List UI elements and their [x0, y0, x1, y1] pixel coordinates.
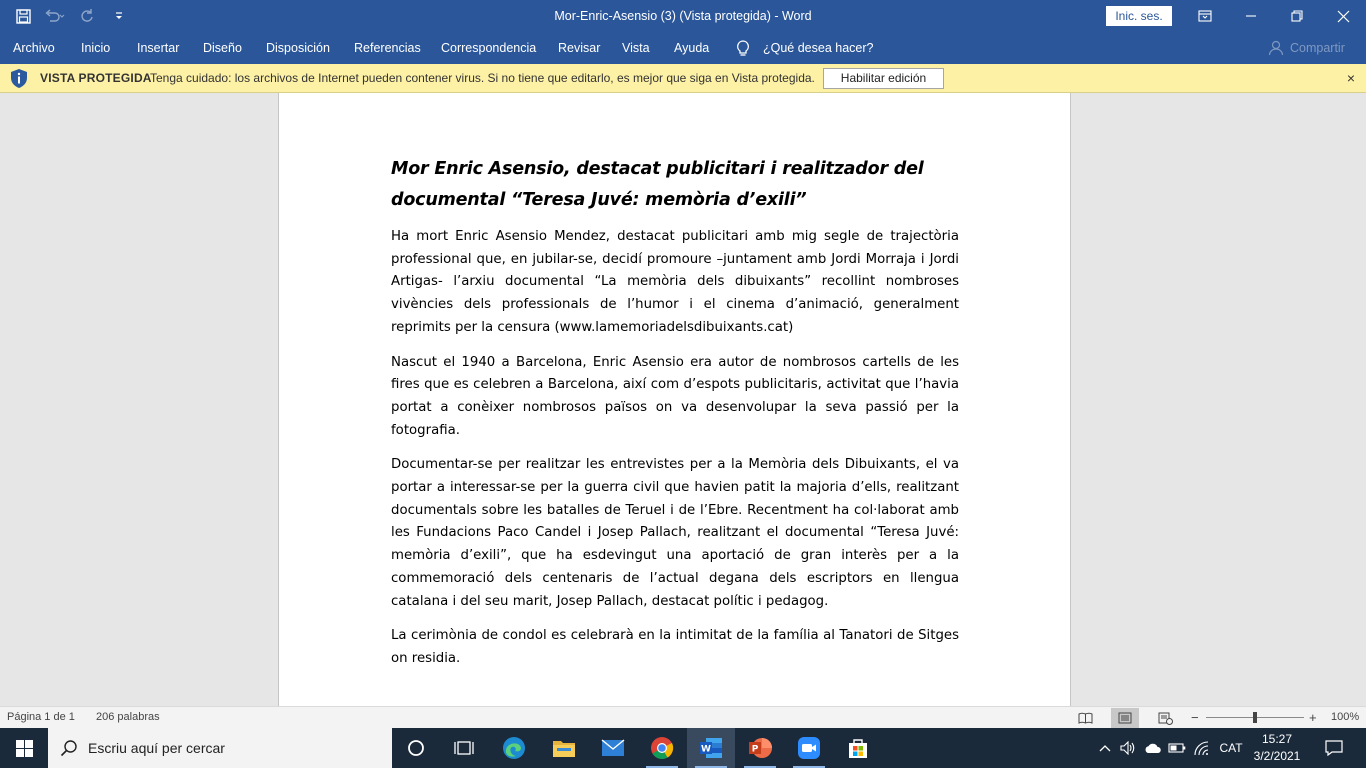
- minimize-icon[interactable]: [1228, 0, 1274, 32]
- onedrive-icon[interactable]: [1142, 728, 1164, 768]
- tell-me-search[interactable]: ¿Qué desea hacer?: [763, 41, 874, 55]
- show-hidden-icons-icon[interactable]: [1096, 728, 1114, 768]
- powerpoint-icon[interactable]: [736, 728, 784, 768]
- task-view-icon[interactable]: [440, 728, 488, 768]
- chrome-icon[interactable]: [638, 728, 686, 768]
- status-bar: [0, 706, 1366, 728]
- protected-view-message: Tenga cuidado: los archivos de Internet pueden contener virus. Si no tiene que editarlo, es mejor que siga en Vista protegida.: [150, 71, 815, 85]
- ribbon-display-options-icon[interactable]: [1182, 0, 1228, 32]
- tab-revisar[interactable]: Revisar: [558, 41, 601, 55]
- tab-vista[interactable]: Vista: [622, 41, 650, 55]
- tab-archivo[interactable]: Archivo: [13, 41, 55, 55]
- read-mode-icon[interactable]: [1071, 708, 1099, 728]
- document-heading: Mor Enric Asensio, destacat publicitari i realitzador del documental “Teresa Juvé: memòria d’exili”: [391, 159, 924, 210]
- svg-text:P: P: [751, 744, 759, 755]
- action-center-icon[interactable]: [1320, 728, 1348, 768]
- zoom-level[interactable]: 100%: [1331, 711, 1360, 723]
- protected-view-bar: [0, 64, 1366, 93]
- protected-view-title: VISTA PROTEGIDA: [40, 71, 152, 85]
- print-layout-icon[interactable]: [1111, 708, 1139, 728]
- search-placeholder: Escriu aquí per cercar: [88, 740, 225, 756]
- volume-icon[interactable]: [1117, 728, 1139, 768]
- wifi-icon[interactable]: [1191, 728, 1213, 768]
- zoom-slider-thumb[interactable]: [1253, 712, 1257, 723]
- document-page[interactable]: [278, 93, 1071, 706]
- clock-date: 3/2/2021: [1253, 749, 1301, 763]
- document-paragraph: Nascut el 1940 a Barcelona, Enric Asensio era autor de nombrosos cartells de les fires que es celebren a Barcelona, així com d’espots publicitaris, activitat que l’havia portat a conèixer nombrosos països on va desenvolupar la seva passió per la fotografia.: [391, 354, 959, 438]
- taskbar: [0, 728, 1366, 768]
- zoom-in-button[interactable]: +: [1309, 710, 1317, 725]
- customize-icon[interactable]: [104, 0, 134, 32]
- battery-icon[interactable]: [1166, 728, 1188, 768]
- ribbon-tabs: [0, 32, 1366, 64]
- restore-icon[interactable]: [1274, 0, 1320, 32]
- document-paragraph: Ha mort Enric Asensio Mendez, destacat publicitari amb mig segle de trajectòria professional que, en jubilar-se, decidí promoure –juntament amb Jordi Morraja i Jordi Artigas- l’arxiu documental “La memòria dels dibuixants” recollint nombroses vivències dels professionals de l’humor i el cinema d’animació, generalment reprimits per la censura (www.lamemoriadelsdibuixants.cat): [391, 229, 959, 335]
- windows-start-icon[interactable]: [0, 728, 48, 768]
- language-indicator[interactable]: CAT: [1219, 741, 1243, 755]
- file-explorer-icon[interactable]: [540, 728, 588, 768]
- word-icon[interactable]: [687, 728, 735, 768]
- tab-referencias[interactable]: Referencias: [354, 41, 421, 55]
- document-paragraph: Documentar-se per realitzar les entrevistes per a la Memòria dels Dibuixants, el va portar a interessar-se per la guerra civil que havien patit la majoria d’ells, realitzant documentals sobre les batalles de Teruel i de l’Ebre. Recentment ha col·laborat amb les Fundacions Paco Candel i Josep Pallach, realitzant el documental “Teresa Juvé: memòria d’exili”, que ha esdevingut una aportació de gran interès per a la commemoració dels centenaris de l’actual degana dels escriptors en llengua catalana i del seu marit, Josep Pallach, destacat polític i pedagog.: [391, 457, 959, 609]
- tab-disposicion[interactable]: Disposición: [266, 41, 330, 55]
- cortana-icon[interactable]: [392, 728, 440, 768]
- undo-icon[interactable]: [40, 0, 70, 32]
- tab-correspondencia[interactable]: Correspondencia: [441, 41, 537, 55]
- window-title: Mor-Enric-Asensio (3) (Vista protegida) - Word: [554, 9, 812, 23]
- close-protected-bar-icon[interactable]: ×: [1346, 70, 1356, 86]
- mail-icon[interactable]: [589, 728, 637, 768]
- share-label: Compartir: [1290, 40, 1345, 55]
- title-bar: [0, 0, 1366, 32]
- page-count[interactable]: Página 1 de 1: [7, 711, 75, 723]
- lightbulb-icon: [735, 40, 751, 58]
- zoom-out-button[interactable]: −: [1191, 710, 1199, 725]
- document-area[interactable]: [0, 93, 1366, 706]
- word-count[interactable]: 206 palabras: [96, 711, 160, 723]
- svg-text:W: W: [701, 744, 711, 755]
- search-icon: [60, 739, 78, 757]
- shield-icon: [9, 68, 29, 89]
- share-button[interactable]: [1268, 32, 1345, 64]
- tab-diseno[interactable]: Diseño: [203, 41, 242, 55]
- tab-insertar[interactable]: Insertar: [137, 41, 180, 55]
- taskbar-search-box[interactable]: [48, 728, 392, 768]
- document-paragraph: La cerimònia de condol es celebrarà en la intimitat de la família al Tanatori de Sitges on residia.: [391, 628, 959, 666]
- clock-time: 15:27: [1261, 732, 1293, 746]
- tab-inicio[interactable]: Inicio: [81, 41, 111, 55]
- quick-access-toolbar: [8, 0, 134, 32]
- save-icon[interactable]: [8, 0, 38, 32]
- system-clock[interactable]: [1248, 731, 1306, 765]
- edge-icon[interactable]: [490, 728, 538, 768]
- zoom-icon[interactable]: [785, 728, 833, 768]
- document-content: [391, 154, 959, 683]
- enable-editing-button[interactable]: Habilitar edición: [823, 68, 944, 89]
- redo-icon[interactable]: [72, 0, 102, 32]
- store-icon[interactable]: [834, 728, 882, 768]
- web-layout-icon[interactable]: [1151, 708, 1179, 728]
- tab-ayuda[interactable]: Ayuda: [674, 41, 710, 55]
- close-icon[interactable]: [1320, 0, 1366, 32]
- person-icon: [1268, 40, 1284, 56]
- sign-in-button[interactable]: Inic. ses.: [1106, 6, 1172, 26]
